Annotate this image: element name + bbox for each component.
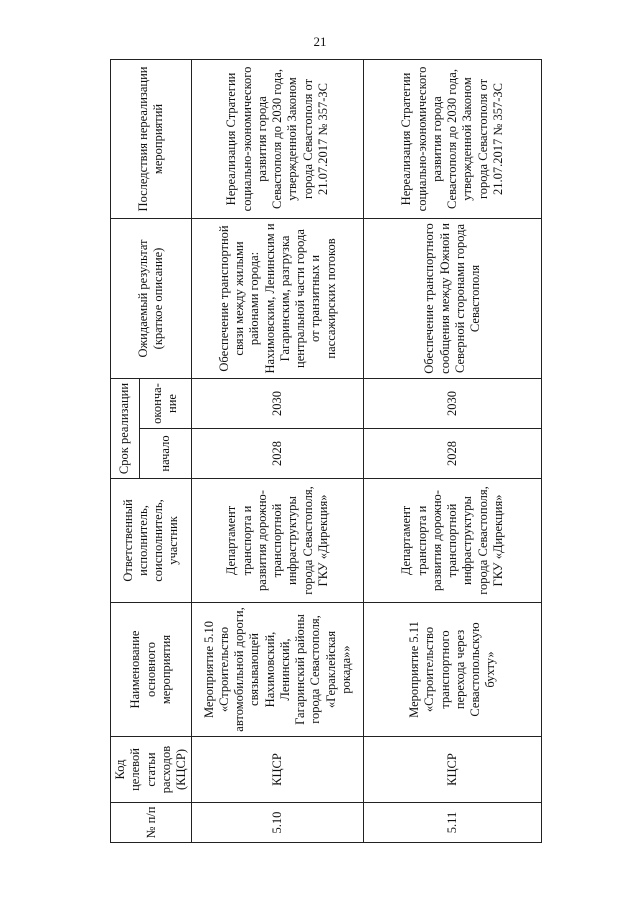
header-period: Срок реализации xyxy=(111,378,140,478)
cell-responsible: Департамент транспорта и развития дорожно-транспортной инфраструктуры города Севастополя, ГКУ «Дирекция» xyxy=(364,479,542,603)
header-consequence: Последствия нереализации мероприятий xyxy=(111,59,192,218)
cell-name: Мероприятие 5.11 «Строительство транспортного перехода через Севастопольскую бухту» xyxy=(364,603,542,737)
header-code: Код целевой статьи расходов (КЦСР) xyxy=(111,737,192,803)
header-result: Ожидаемый результат (краткое описание) xyxy=(111,218,192,378)
header-num: № п/п xyxy=(111,803,192,843)
page-number: 21 xyxy=(313,34,327,49)
cell-num: 5.11 xyxy=(364,803,542,843)
table-row xyxy=(364,59,542,842)
cell-start: 2028 xyxy=(192,429,364,479)
header-end: оконча-ние xyxy=(139,378,192,428)
header-responsible: Ответственный исполнитель, соисполнитель, участник xyxy=(111,479,192,603)
table-header-row xyxy=(111,59,140,842)
cell-result: Обеспечение транспортной связи между жилыми районами города: Нахимовским, Ленинским и Гагаринским, разгрузка центральной части города от транзитных и пассажирских потоков xyxy=(192,218,364,378)
cell-name: Мероприятие 5.10 «Строительство автомобильной дороги, связывающей Нахимовский, Ленинский, Гагаринский районы города Севастополя, «Гераклейская рокада»» xyxy=(192,603,364,737)
cell-end: 2030 xyxy=(192,378,364,428)
header-name: Наименование основного мероприятия xyxy=(111,603,192,737)
cell-start: 2028 xyxy=(364,429,542,479)
cell-code: КЦСР xyxy=(364,737,542,803)
activities-table xyxy=(110,59,542,843)
cell-num: 5.10 xyxy=(192,803,364,843)
rotated-table-container xyxy=(110,60,528,843)
cell-result: Обеспечение транспортного сообщения между Южной и Северной сторонами города Севастополя xyxy=(364,218,542,378)
cell-consequence: Нереализация Стратегии социально-экономического развития города Севастополя до 2030 года, утвержденной Законом города Севастополя от 21.07.2017 № 357-ЗС xyxy=(364,59,542,218)
cell-consequence: Нереализация Стратегии социально-экономического развития города Севастополя до 2030 года, утвержденной Законом города Севастополя от 21.07.2017 № 357-ЗС xyxy=(192,59,364,218)
header-start: начало xyxy=(139,429,192,479)
cell-responsible: Департамент транспорта и развития дорожно-транспортной инфраструктуры города Севастополя, ГКУ «Дирекция» xyxy=(192,479,364,603)
cell-end: 2030 xyxy=(364,378,542,428)
cell-code: КЦСР xyxy=(192,737,364,803)
table-row xyxy=(192,59,364,842)
